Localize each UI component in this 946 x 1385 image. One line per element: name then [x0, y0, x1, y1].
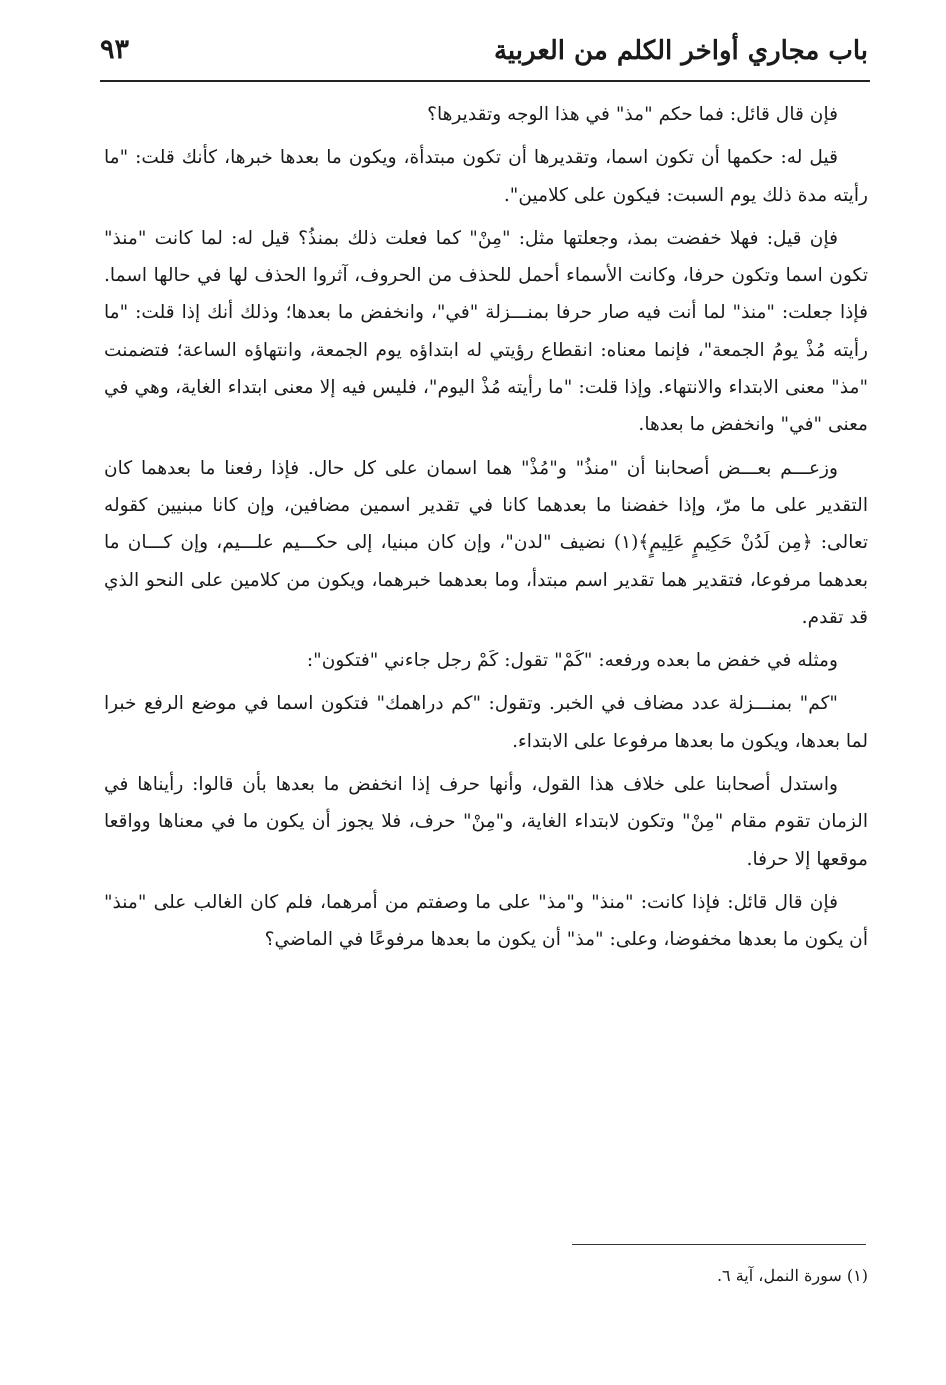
- paragraph-6: [104, 685, 868, 760]
- page-number: ٩٣: [100, 34, 130, 65]
- header-divider: [100, 80, 870, 82]
- footnote: (١) سورة النمل، آية ٦.: [716, 1266, 868, 1285]
- paragraph-text: فإن قال قائل: فما حكم "مذ" في هذا الوجه وتقديرها؟: [427, 104, 838, 125]
- paragraph-text: فإن قيل: فهلا خفضت بمذ، وجعلتها مثل: "مِنْ" كما فعلت ذلك بمنذُ؟ قيل له: لما كانت "منذ" تكون اسما وتكون حرفا، وكانت الأسماء أحمل للحذف من الحروف، آثروا الحذف لها في حالها اسما. فإذا جعلت: "منذ" لما أنت فيه صار حرفا بمنـــزلة "في"، وانخفض ما بعدها؛ وذلك أنك إذا قلت: "ما رأيته مُذْ يومُ الجمعة"، فإنما معناه: انقطاع رؤيتي له ابتداؤه يوم الجمعة، وانتهاؤه الساعة؛ فتضمنت "مذ" معنى الابتداء والانتهاء. وإذا قلت: "ما رأيته مُذْ اليوم"، فليس فيه إلا معنى ابتداء الغاية، وهي في معنى "في" وانخفض ما بعدها.: [104, 227, 868, 436]
- paragraph-2: [104, 139, 868, 214]
- body-text: [104, 96, 868, 965]
- paragraph-text: "كم" بمنـــزلة عدد مضاف في الخبر. وتقول: "كم دراهمك" فتكون اسما في موضع الرفع خبرا لما بعدها، ويكون ما بعدها مرفوعا على الابتداء.: [104, 693, 868, 752]
- running-title: باب مجاري أواخر الكلم من العربية: [493, 36, 868, 66]
- page-header: [100, 22, 868, 78]
- paragraph-text: واستدل أصحابنا على خلاف هذا القول، وأنها حرف إذا انخفض ما بعدها بأن قالوا: رأيناها في الزمان تقوم مقام "مِنْ" وتكون لابتداء الغاية، و"مِنْ" حرف، فلا يجوز أن يكون ما في معناها وواقعا موقعها إلا حرفا.: [104, 774, 868, 870]
- paragraph-3: [104, 220, 868, 444]
- paragraph-8: [104, 884, 868, 959]
- paragraph-1: [104, 96, 868, 133]
- paragraph-7: [104, 766, 868, 878]
- footnote-divider: [572, 1244, 866, 1245]
- paragraph-text: وزعـــم بعـــض أصحابنا أن "منذُ" و"مُذْ" هما اسمان على كل حال. فإذا رفعنا ما بعدهما كان التقدير على ما مرّ، وإذا خفضنا ما بعدهما كانا في تقدير اسمين مضافين، وإن كانا مبنيين كقوله تعالى: ﴿مِن لَدُنْ حَكِيمٍ عَلِيمٍ﴾(١) نضيف "لدن"، وإن كان مبنيا، إلى حكـــيم علـــيم، وإن كـــان ما بعدهما مرفوعا، فتقدير هما تقدير اسم مبتدأ، وما بعدهما خبرهما، ويكون من كلامين على النحو الذي قد تقدم.: [104, 457, 869, 628]
- paragraph-5: [104, 642, 868, 679]
- paragraph-text: قيل له: حكمها أن تكون اسما، وتقديرها أن تكون مبتدأة، ويكون ما بعدها خبرها، كأنك قلت: "ما رأيته مدة ذلك يوم السبت: فيكون على كلامين".: [104, 147, 868, 206]
- paragraph-text: ومثله في خفض ما بعده ورفعه: "كَمْ" تقول: كَمْ رجل جاءني "فتكون":: [306, 650, 838, 672]
- paragraph-text: فإن قال قائل: فإذا كانت: "منذ" و"مذ" على ما وصفتم من أمرهما، فلم كان الغالب على "منذ" أن يكون ما بعدها مخفوضا، وعلى: "مذ" أن يكون ما بعدها مرفوعًا في الماضي؟: [104, 891, 868, 951]
- paragraph-4: [104, 450, 868, 636]
